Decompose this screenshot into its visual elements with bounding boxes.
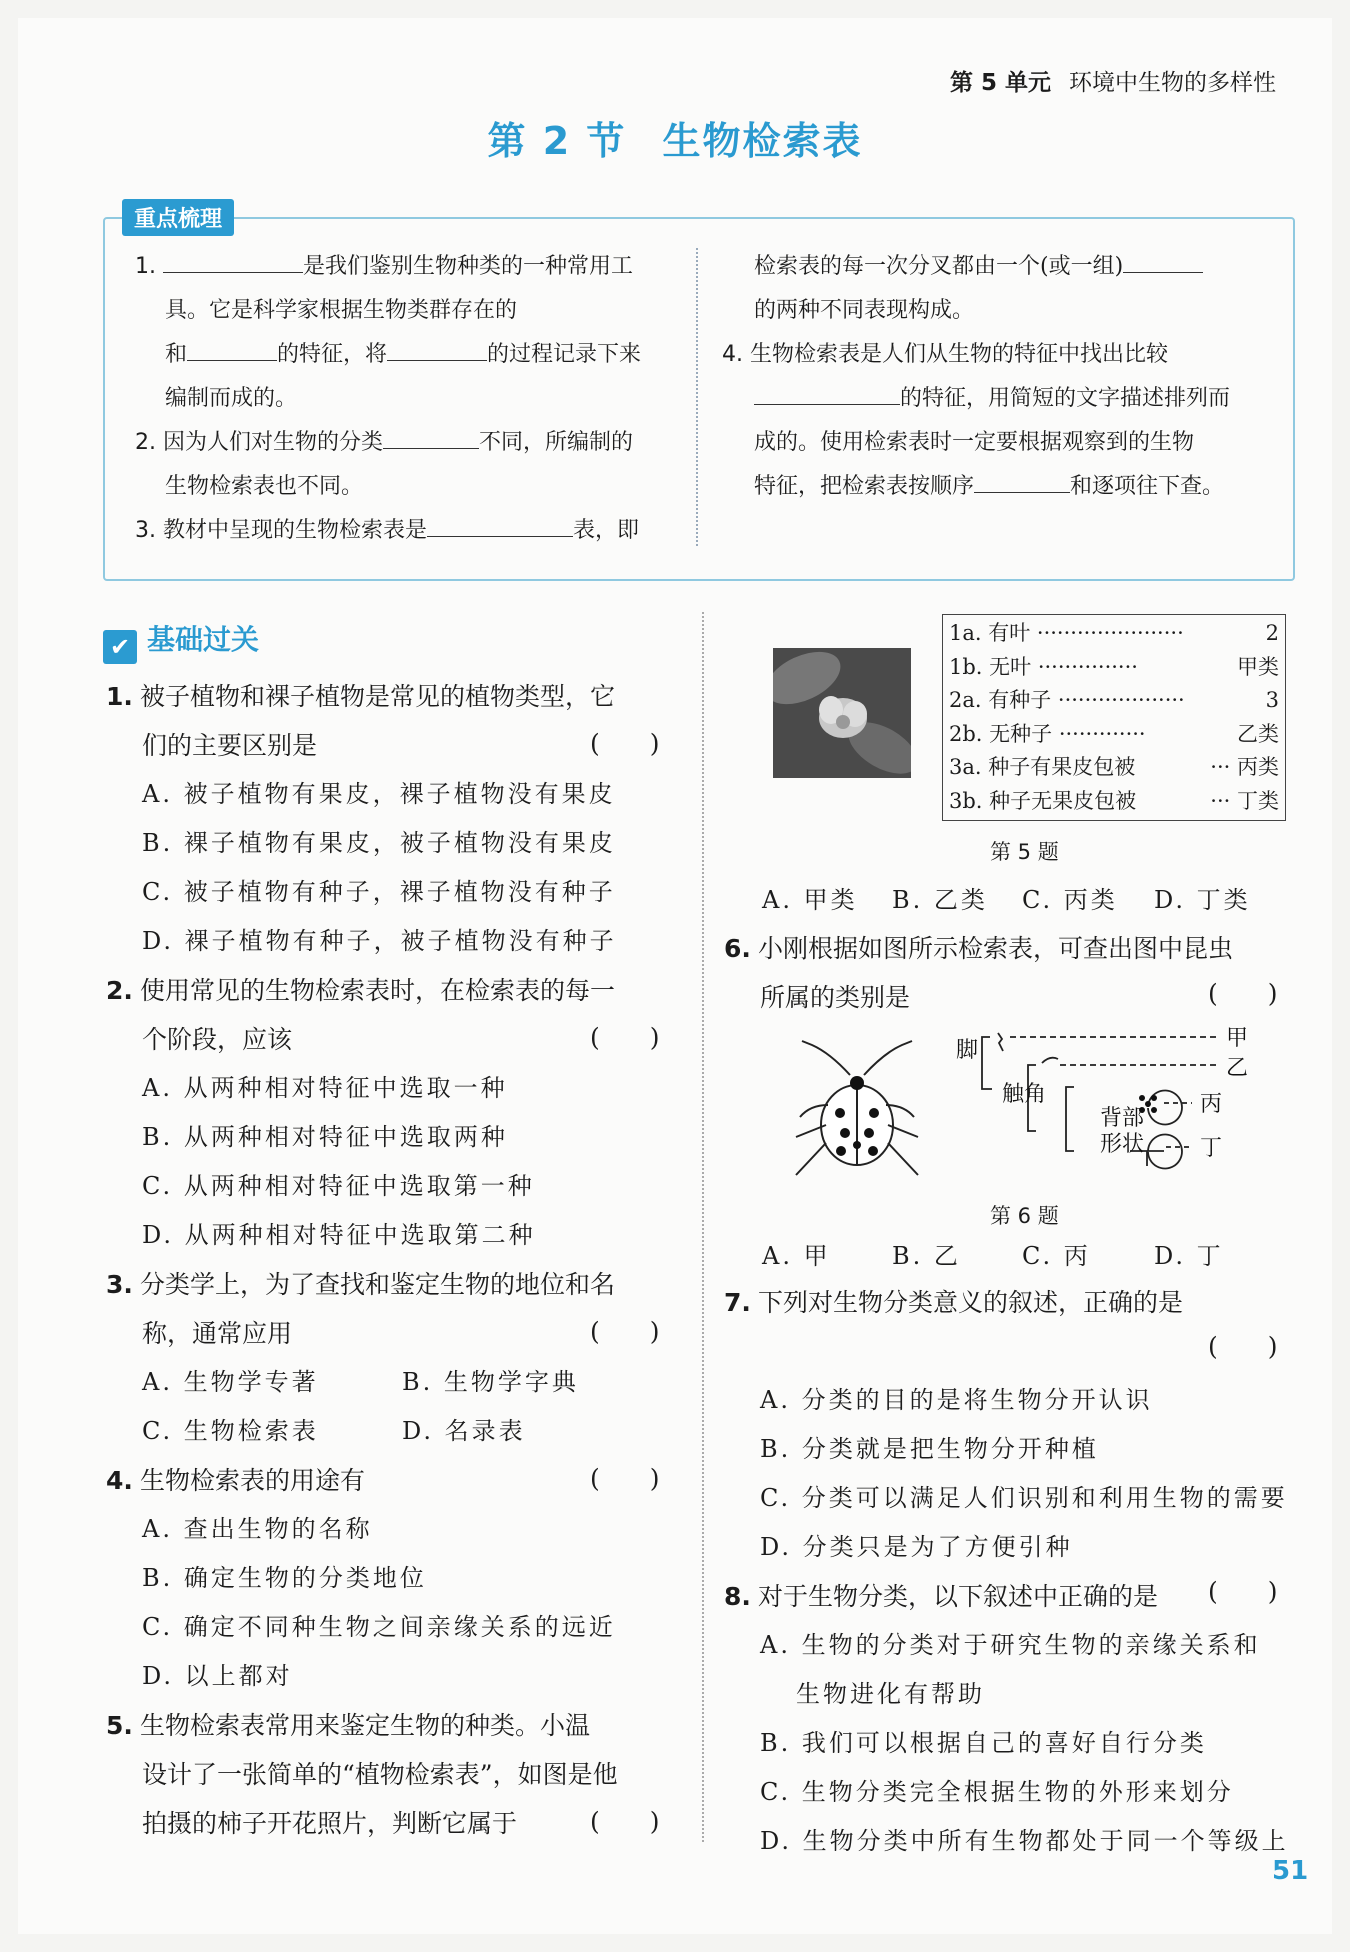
answer-paren[interactable]: ( ) bbox=[1208, 1332, 1278, 1361]
label-back: 背部 bbox=[1100, 1106, 1145, 1131]
persimmon-flower-photo bbox=[773, 648, 911, 778]
column-divider bbox=[702, 612, 704, 1842]
answer-paren[interactable]: ( ) bbox=[590, 1807, 660, 1836]
key-points-tag: 重点梳理 bbox=[122, 199, 234, 236]
answer-paren[interactable]: ( ) bbox=[590, 729, 660, 758]
divider bbox=[696, 248, 698, 546]
insect-key-figure bbox=[770, 1025, 1290, 1205]
q7-q8: 7. 下列对生物分类意义的叙述，正确的是 A. 分类的目的是将生物分开认识 B. 分类就是把生物分开种植 C. 分类可以满足人们识别和利用生物的需要 D. 分类只是为了方便引种 8. 对于生物分类，以下叙述中正确的是 A. 生物的分类对于研究生物的亲缘关系和 生物进化有帮助 B. 我们可以根据自己的喜好自行分类 C. 生物分类完全根据生物的外形来划分 D. 生物分类中所有生物都处于同一个等级上 bbox=[724, 1288, 1289, 1855]
q6-options: A. 甲 B. 乙 C. 丙 D. 丁 bbox=[762, 1242, 1224, 1270]
key-points-left: 1. 是我们鉴别生物种类的一种常用工 具。它是科学家根据生物类群存在的 和 的特征，将 的过程记录下来 编制而成的。 2. 因为人们对生物的分类 不同，所编制的 生物检索表也不同。 3. 教材中呈现的生物检索表是 表，即 bbox=[135, 245, 675, 553]
page-number: 51 bbox=[1272, 1856, 1309, 1886]
key-table-q5: 1a. 有叶 ······················ 2 1b. 无叶 ··············· 甲类 2a. 有种子 ··················· 3 2b. 无种子 ············· 乙类 3a. 种子有果皮包被 ··· 丙类 3b. 种子无果皮包被 ··· 丁类 bbox=[942, 614, 1286, 821]
label-c3: 丙 bbox=[1200, 1092, 1223, 1117]
answer-paren[interactable]: ( ) bbox=[1208, 979, 1278, 1008]
answer-paren[interactable]: ( ) bbox=[590, 1023, 660, 1052]
q6: 6. 小刚根据如图所示检索表，可查出图中昆虫 所属的类别是 bbox=[724, 934, 1234, 1012]
answer-paren[interactable]: ( ) bbox=[590, 1464, 660, 1493]
answer-paren[interactable]: ( ) bbox=[1208, 1577, 1278, 1606]
answer-paren[interactable]: ( ) bbox=[590, 1317, 660, 1346]
checkbox-icon: ✔ bbox=[103, 630, 137, 664]
q5-options: A. 甲类 B. 乙类 C. 丙类 D. 丁类 bbox=[762, 886, 1251, 914]
label-foot: 脚 bbox=[956, 1038, 979, 1063]
key-points-right: 检索表的每一次分叉都由一个(或一组) 的两种不同表现构成。 4. 生物检索表是人们从生物的特征中找出比较 的特征，用简短的文字描述排列而 成的。使用检索表时一定要根据观察到的生物 特征，把检索表按顺序 和逐项往下查。 bbox=[722, 245, 1282, 509]
label-shape: 形状 bbox=[1100, 1132, 1145, 1157]
figure-caption: 第 5 题 bbox=[990, 840, 1059, 864]
unit-header: 第 5 单元 环境中生物的多样性 bbox=[950, 70, 1277, 96]
label-c2: 乙 bbox=[1226, 1056, 1249, 1081]
left-column: 1. 被子植物和裸子植物是常见的植物类型，它 们的主要区别是 A. 被子植物有果皮，裸子植物没有果皮 B. 裸子植物有果皮，被子植物没有果皮 C. 被子植物有种子，裸子植物没有种子 D. 裸子植物有种子，被子植物没有种子 2. 使用常见的生物检索表时，在检索表的每一 个阶段，应该 A. 从两种相对特征中选取一种 B. 从两种相对特征中选取两种 C. 从两种相对特征中选取第一种 D. 从两种相对特征中选取第二种 3. 分类学上，为了查找和鉴定生物的地位和名 称，通常应用 A. 生物学专著 B. 生物学字典 C. 生物检索表 D. 名录表 4. 生物检索表的用途有 A. 查出生物的名称 B. 确定生物的分类地位 C. 确定不同种生物之间亲缘关系的远近 D. 以上都对 5. 生物检索表常用来鉴定生物的种类。小温 设计了一张简单的“植物检索表”，如图是他 拍摄的柿子开花照片，判断它属于 bbox=[106, 682, 618, 1838]
label-c4: 丁 bbox=[1200, 1136, 1223, 1161]
figure-caption: 第 6 题 bbox=[990, 1204, 1059, 1228]
basic-section-title: ✔ 基础过关 bbox=[103, 618, 259, 664]
label-c1: 甲 bbox=[1226, 1026, 1249, 1051]
page-title: 第 2 节 生物检索表 bbox=[487, 119, 863, 163]
label-antenna: 触角 bbox=[1002, 1082, 1047, 1107]
